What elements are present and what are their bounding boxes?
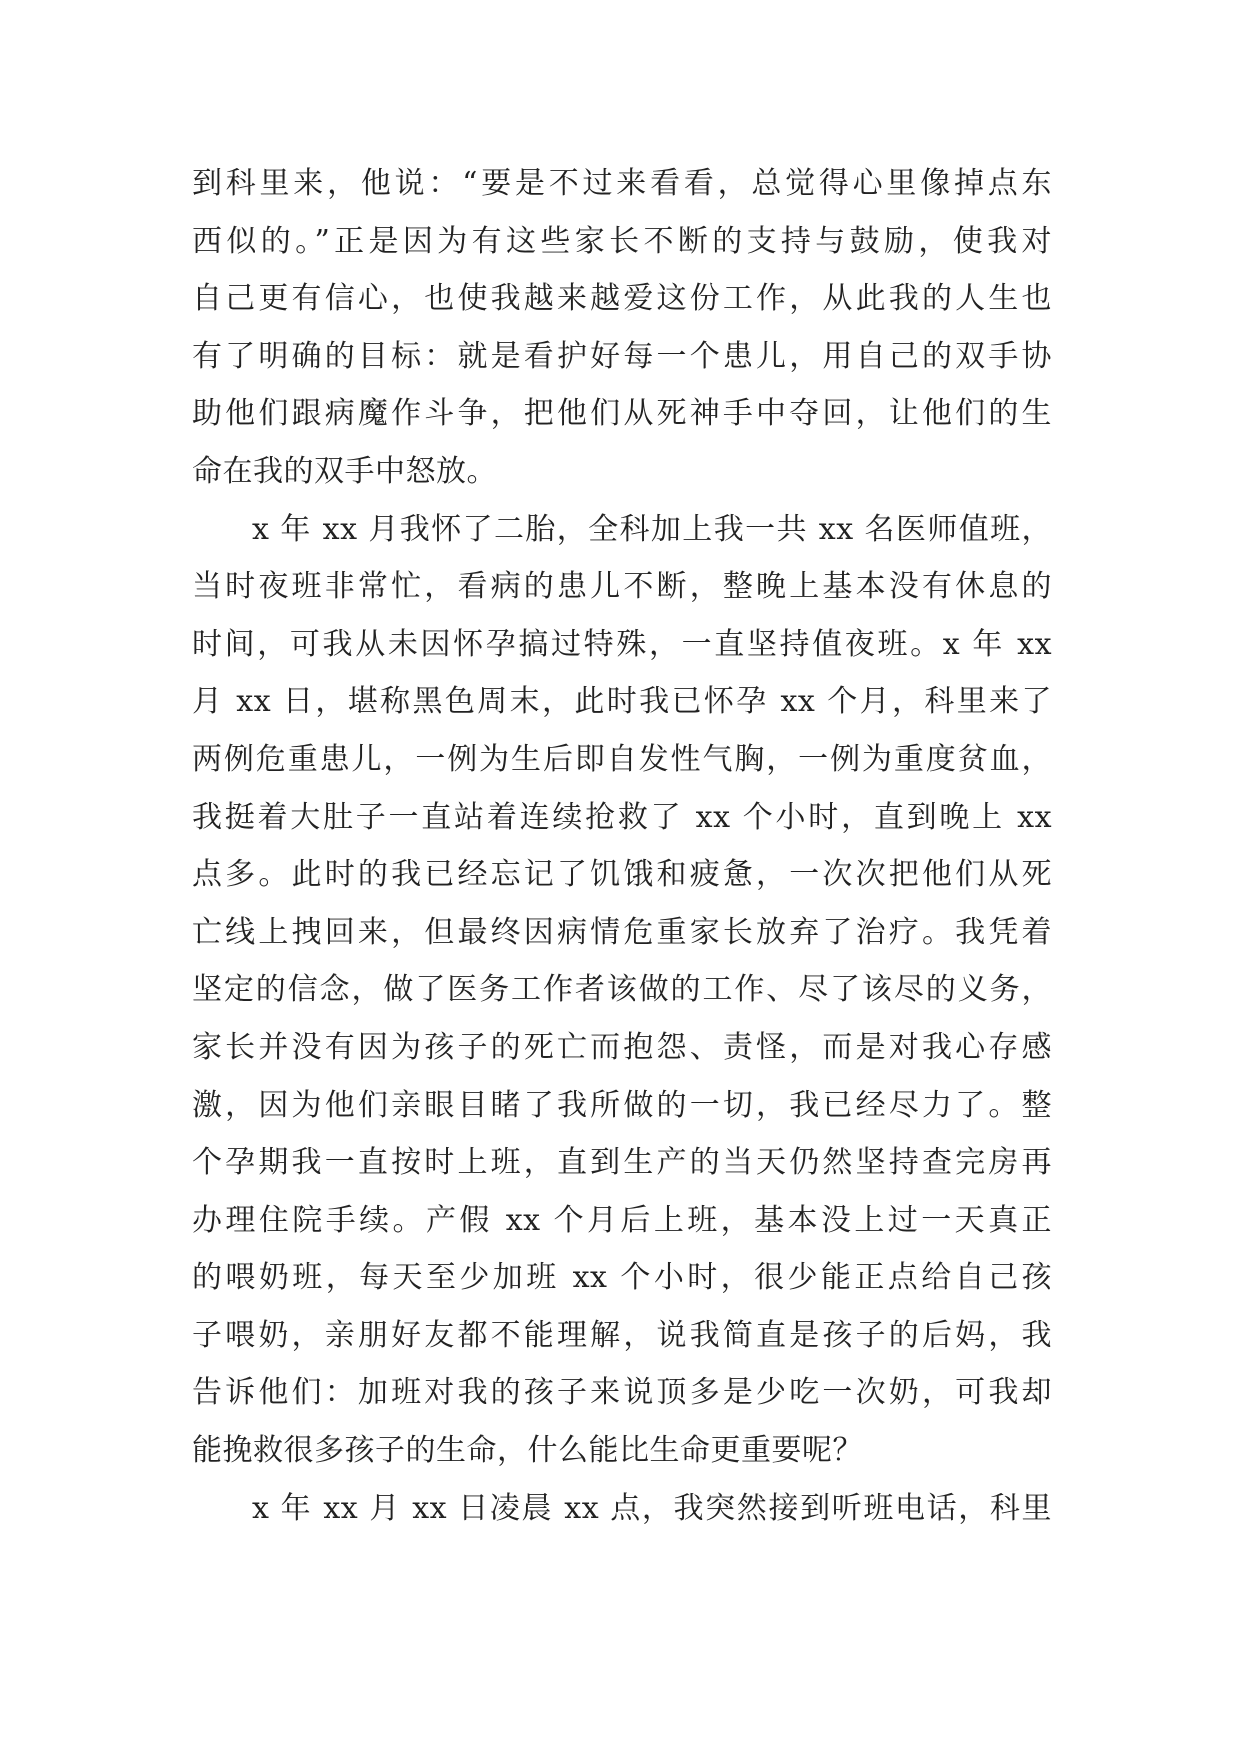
text-line: 到科里来，他说：“要是不过来看看，总觉得心里像掉点东 bbox=[192, 166, 1052, 201]
text-line: 告诉他们：加班对我的孩子来说顶多是少吃一次奶，可我却 bbox=[192, 1375, 1052, 1411]
text-line: 有了明确的目标：就是看护好每一个患儿，用自己的双手协 bbox=[192, 338, 1052, 374]
text-line: 当时夜班非常忙，看病的患儿不断，整晚上基本没有休息的 bbox=[192, 569, 1052, 605]
text-line: 坚定的信念，做了医务工作者该做的工作、尽了该尽的义务， bbox=[192, 972, 1052, 1008]
text-line: 点多。此时的我已经忘记了饥饿和疲惫，一次次把他们从死 bbox=[192, 857, 1052, 893]
text-line: 自己更有信心，也使我越来越爱这份工作，从此我的人生也 bbox=[192, 281, 1052, 317]
text-line: 月 xx 日，堪称黑色周末，此时我已怀孕 xx 个月，科里来了 bbox=[192, 684, 1052, 720]
body-text bbox=[192, 155, 1052, 1537]
text-line: x 年 xx 月 xx 日凌晨 xx 点，我突然接到听班电话，科里 bbox=[252, 1490, 1052, 1526]
text-line: 个孕期我一直按时上班，直到生产的当天仍然坚持查完房再 bbox=[192, 1145, 1052, 1181]
text-line: 西似的。”正是因为有这些家长不断的支持与鼓励，使我对 bbox=[192, 223, 1052, 259]
text-line: 家长并没有因为孩子的死亡而抱怨、责怪，而是对我心存感 bbox=[192, 1029, 1052, 1065]
text-line: 办理住院手续。产假 xx 个月后上班，基本没上过一天真正 bbox=[192, 1202, 1052, 1238]
text-line: 子喂奶，亲朋好友都不能理解，说我简直是孩子的后妈，我 bbox=[192, 1317, 1052, 1353]
text-line: 我挺着大肚子一直站着连续抢救了 xx 个小时，直到晚上 xx bbox=[192, 799, 1052, 835]
text-line: x 年 xx 月我怀了二胎，全科加上我一共 xx 名医师值班， bbox=[252, 511, 1052, 547]
text-line: 命在我的双手中怒放。 bbox=[192, 453, 497, 489]
text-line: 助他们跟病魔作斗争，把他们从死神手中夺回，让他们的生 bbox=[192, 396, 1052, 432]
text-line: 时间，可我从未因怀孕搞过特殊，一直坚持值夜班。x 年 xx bbox=[192, 626, 1052, 662]
text-line: 两例危重患儿，一例为生后即自发性气胸，一例为重度贫血， bbox=[192, 741, 1052, 777]
text-line: 亡线上拽回来，但最终因病情危重家长放弃了治疗。我凭着 bbox=[192, 914, 1052, 950]
text-line: 激，因为他们亲眼目睹了我所做的一切，我已经尽力了。整 bbox=[192, 1087, 1052, 1123]
text-line: 的喂奶班，每天至少加班 xx 个小时，很少能正点给自己孩 bbox=[192, 1260, 1052, 1296]
text-line: 能挽救很多孩子的生命，什么能比生命更重要呢？ bbox=[192, 1433, 863, 1469]
